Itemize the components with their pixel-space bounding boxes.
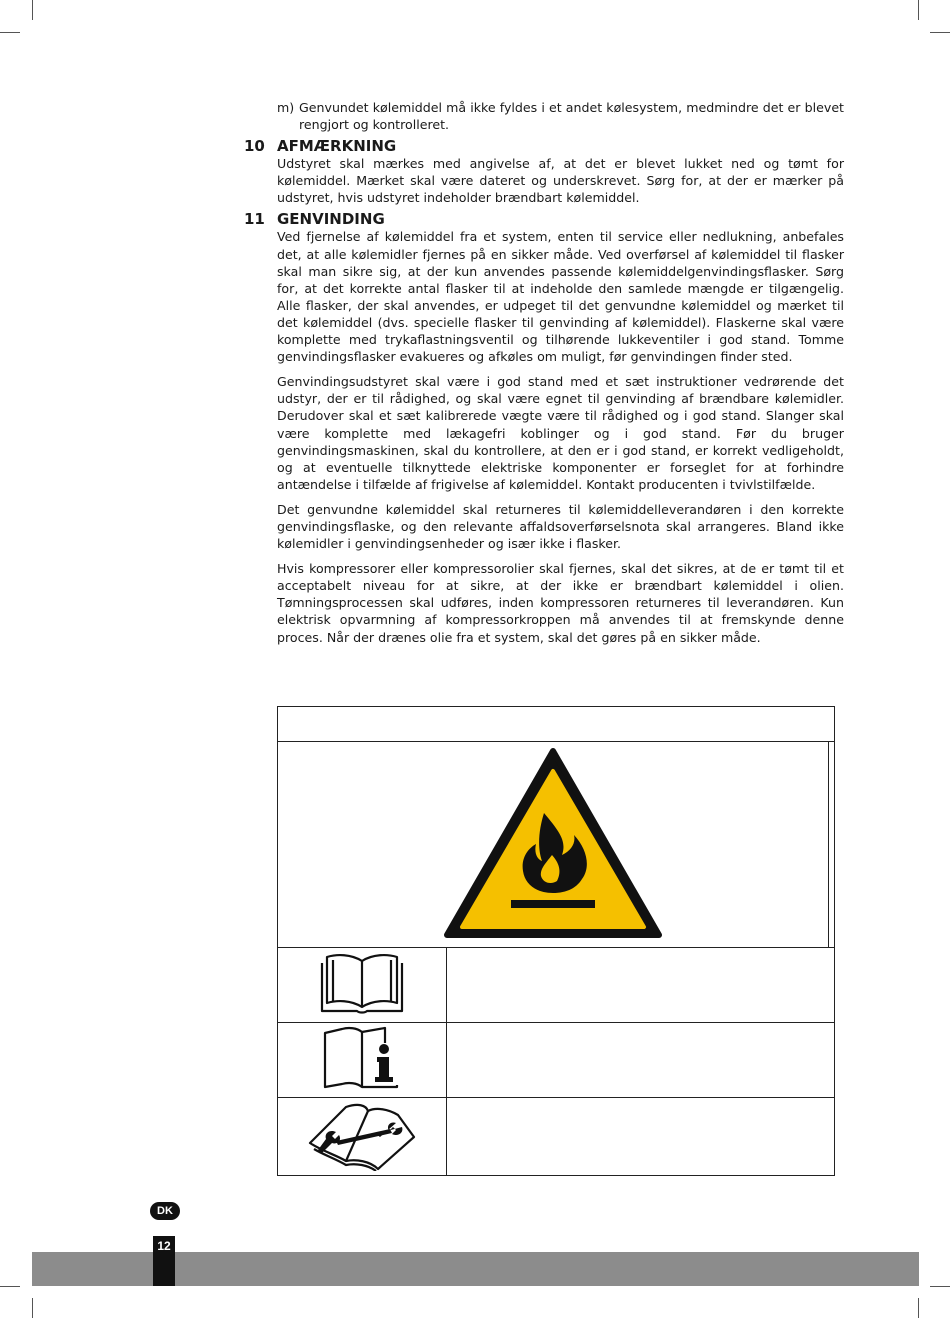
info-description-cell — [447, 1023, 835, 1098]
crop-mark — [930, 32, 950, 33]
table-row — [278, 742, 835, 948]
crop-mark — [918, 0, 919, 20]
paragraph: Ved fjernelse af kølemiddel fra et system, enten til service eller nedlukning, anbefales det, at alle kølemidler fjernes på en sikker måde. Ved overførsel af kølemiddel til flasker skal man sikre sig, at der kun anvendes passende kølemiddelgenvindingsflasker. Sørg for, at det korrekte antal flasker til at indeholde den samlede mængde er tilgængelig. Alle flasker, der skal anvendes, er udpeget til det genvundne kølemiddel og mærket til det kølemiddel (dvs. specielle flasker til genvinding af kølemiddel). Flaskerne skal være komplette med trykaflastningsventil og tilhørende lukkeventiler i god stand. Tomme genvindingsflasker evakueres og afkøles om muligt, før genvindingen finder sted. — [277, 229, 844, 365]
flammable-description-cell — [828, 742, 834, 948]
open-manual-icon — [317, 951, 407, 1015]
country-badge: DK — [150, 1202, 180, 1220]
manual-symbol-cell — [278, 948, 447, 1023]
crop-mark — [32, 0, 33, 20]
warning-symbol-table — [277, 706, 835, 1176]
section-10-heading — [244, 137, 844, 155]
manual-description-cell — [447, 948, 835, 1023]
section-number: 10 — [244, 137, 265, 156]
section-title: GENVINDING — [277, 210, 385, 229]
list-item-label: m) — [277, 100, 295, 115]
list-item-m — [277, 99, 844, 133]
crop-mark — [0, 1286, 20, 1287]
crop-mark — [930, 1286, 950, 1287]
paragraph: Det genvundne kølemiddel skal returneres til kølemiddelleverandøren i den korrekte genvindingsflaske, og den relevante affaldsoverførselsnota skal arrangeres. Bland ikke kølemidler i genvindingsenheder og især ikke i flasker. — [277, 501, 844, 552]
service-manual-icon — [306, 1099, 418, 1171]
service-description-cell — [447, 1098, 835, 1176]
crop-mark — [32, 1298, 33, 1318]
paragraph: Hvis kompressorer eller kompressorolier skal fjernes, skal det sikres, at de er tømt til et acceptabelt niveau for at sikre, at der ikke er brændbart kølemiddel i olien. Tømningsprocessen skal udføres, inden kompressoren returneres til leverandøren. Kun elektrisk opvarmning af kompressorkroppen må anvendes til at fremskynde denne proces. Når der drænes olie fra et system, skal det gøres på en sikker måde. — [277, 561, 844, 645]
paragraph: Genvindingsudstyret skal være i god stand med et sæt instruktioner vedrørende det udstyr, der er til rådighed, og skal være egnet til genvinding af brændbare kølemidler. Derudover skal et sæt kalibrerede vægte være til rådighed og i god stand. Slanger skal være komplette med lækagefri koblinger og i god stand. Før du bruger genvindingsmaskinen, skal du kontrollere, at den er i god stand, er korrekt vedligeholdt, og at eventuelle tilknyttede elektriske komponenter er forseglet for at forhindre antændelse i tilfælde af frigivelse af kølemiddel. Kontakt producenten i tvivlstilfælde. — [277, 374, 844, 492]
page-content — [244, 99, 844, 646]
section-number: 11 — [244, 210, 265, 229]
crop-mark — [918, 1298, 919, 1318]
section-10-body — [277, 155, 844, 206]
page-number: 12 — [153, 1236, 175, 1286]
info-symbol-cell — [278, 1023, 447, 1098]
service-symbol-cell — [278, 1098, 447, 1176]
table-row — [278, 1023, 835, 1098]
paragraph: Udstyret skal mærkes med angivelse af, at det er blevet lukket ned og tømt for kølemiddel. Mærket skal være dateret og underskrevet. Sørg for, at der er mærker på udstyret, hvis udstyret indeholder brændbart kølemiddel. — [277, 156, 844, 206]
table-header-cell — [278, 707, 835, 742]
manual-info-icon — [317, 1025, 407, 1091]
list-item-text: Genvundet kølemiddel må ikke fyldes i et andet kølesystem, medmindre det er blevet rengjort og kontrolleret. — [299, 100, 844, 133]
table-row — [278, 707, 835, 742]
section-title: AFMÆRKNING — [277, 137, 397, 156]
table-row — [278, 948, 835, 1023]
section-11-body — [277, 228, 844, 645]
flammable-symbol-cell — [278, 742, 829, 948]
table-row — [278, 1098, 835, 1176]
flammable-warning-icon — [441, 743, 665, 943]
section-11-heading — [244, 210, 844, 228]
crop-mark — [0, 32, 20, 33]
